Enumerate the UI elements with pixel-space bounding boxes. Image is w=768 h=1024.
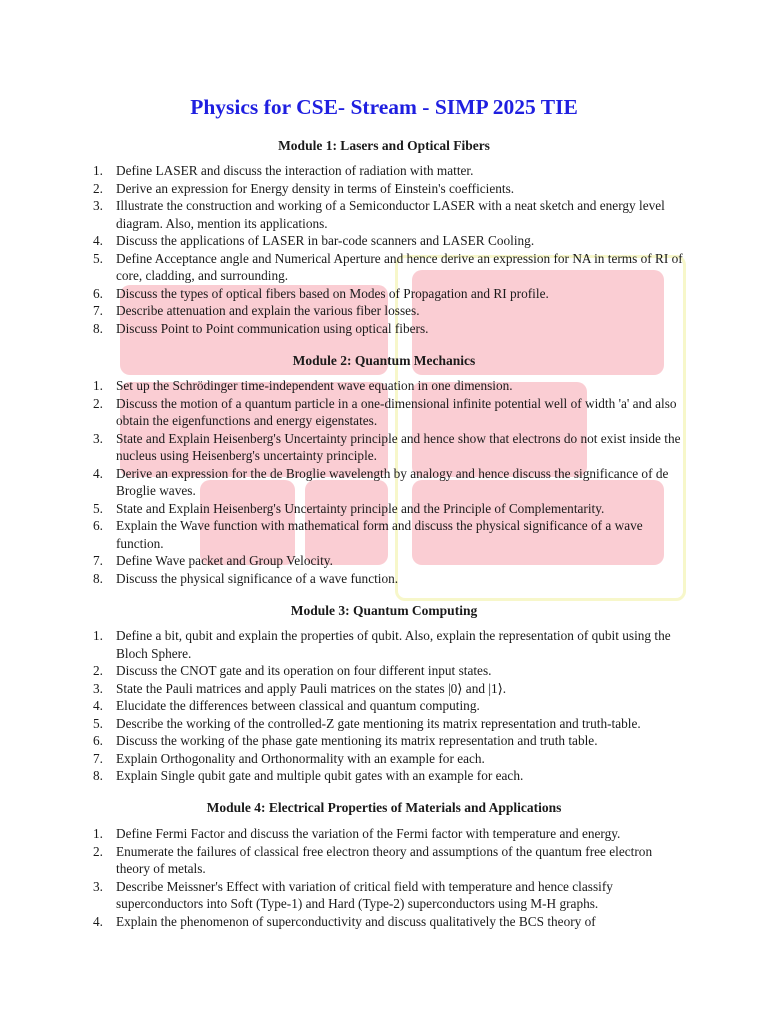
list-item: 4. Discuss the applications of LASER in bar-code scanners and LASER Cooling. bbox=[93, 233, 535, 248]
list-item: 4. Elucidate the differences between classical and quantum computing. bbox=[93, 698, 480, 713]
list-item: 2. Discuss the motion of a quantum particle in a one-dimensional infinite potential well of width 'a' and also obtain the eigenfunctions and energy eigenstates. bbox=[93, 395, 677, 428]
list-item: 3. Describe Meissner's Effect with variation of critical field with temperature and hence classify superconductors into Soft (Type-1) and Hard (Type-2) superconductors using M-H graphs. bbox=[93, 878, 613, 911]
module-1-question-list bbox=[93, 162, 683, 337]
list-item: 8. Discuss Point to Point communication using optical fibers. bbox=[93, 320, 429, 336]
list-item: 5. Define Acceptance angle and Numerical Aperture and hence derive an expression for NA in terms of RI of core, cladding, and surrounding. bbox=[93, 250, 683, 283]
list-item: 8. Discuss the physical significance of a wave function. bbox=[93, 570, 399, 586]
module-3-question-list bbox=[93, 627, 683, 785]
module-3-heading: Module 3: Quantum Computing bbox=[290, 603, 478, 618]
list-item: 1. Set up the Schrödinger time-independent wave equation in one dimension. bbox=[93, 378, 513, 393]
list-item: 3. State and Explain Heisenberg's Uncertainty principle and hence show that electrons do not exist inside the nucleus using Heisenberg's uncertainty principle. bbox=[93, 430, 681, 463]
list-item: 5. Describe the working of the controlled-Z gate mentioning its matrix representation and truth-table. bbox=[93, 715, 641, 731]
list-item: 5. State and Explain Heisenberg's Uncertainty principle and the Principle of Complementarity. bbox=[93, 500, 605, 516]
list-item: 7. Describe attenuation and explain the various fiber losses. bbox=[93, 303, 420, 318]
list-item: 3. Illustrate the construction and working of a Semiconductor LASER with a neat sketch and energy level diagram. Also, mention its applications. bbox=[93, 198, 665, 231]
module-1-heading: Module 1: Lasers and Optical Fibers bbox=[278, 138, 490, 153]
list-item: 2. Derive an expression for Energy density in terms of Einstein's coefficients. bbox=[93, 180, 515, 196]
list-item: 2. Enumerate the failures of classical free electron theory and assumptions of the quantum free electron theory of metals. bbox=[93, 843, 653, 876]
list-item: 2. Discuss the CNOT gate and its operation on four different input states. bbox=[93, 663, 492, 678]
module-2-heading: Module 2: Quantum Mechanics bbox=[292, 353, 476, 368]
list-item: 1. Define Fermi Factor and discuss the variation of the Fermi factor with temperature and energy. bbox=[93, 826, 621, 841]
list-item: 6. Discuss the working of the phase gate mentioning its matrix representation and truth table. bbox=[93, 733, 598, 748]
list-item: 7. Explain Orthogonality and Orthonormality with an example for each. bbox=[93, 750, 485, 766]
list-item: 6. Explain the Wave function with mathematical form and discuss the physical significance of a wave function. bbox=[93, 518, 643, 551]
list-item: 4. Explain the phenomenon of superconductivity and discuss qualitatively the BCS theory of bbox=[93, 913, 596, 929]
module-2-question-list bbox=[93, 377, 683, 587]
list-item: 3. State the Pauli matrices and apply Pauli matrices on the states |0⟩ and |1⟩. bbox=[93, 680, 507, 696]
list-item: 1. Define a bit, qubit and explain the properties of qubit. Also, explain the representation of qubit using the Bloch Sphere. bbox=[93, 628, 671, 661]
list-item: 4. Derive an expression for the de Broglie wavelength by analogy and hence discuss the significance of de Broglie waves. bbox=[93, 465, 669, 498]
document-title: Physics for CSE- Stream - SIMP 2025 TIE bbox=[190, 95, 578, 119]
list-item: 7. Define Wave packet and Group Velocity. bbox=[93, 553, 333, 568]
list-item: 1. Define LASER and discuss the interaction of radiation with matter. bbox=[93, 163, 474, 178]
module-4-question-list bbox=[93, 825, 683, 930]
list-item: 8. Explain Single qubit gate and multiple qubit gates with an example for each. bbox=[93, 768, 524, 783]
list-item: 6. Discuss the types of optical fibers based on Modes of Propagation and RI profile. bbox=[93, 285, 549, 301]
module-4-heading: Module 4: Electrical Properties of Materials and Applications bbox=[206, 800, 562, 815]
